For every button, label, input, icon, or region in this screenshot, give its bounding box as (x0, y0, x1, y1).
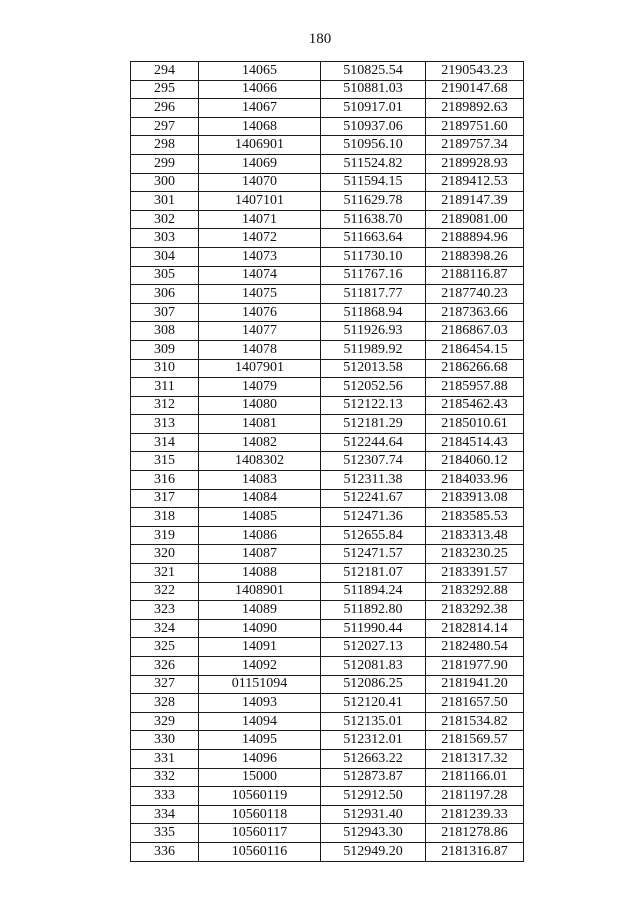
row-number-cell: 304 (131, 247, 199, 266)
row-number-cell: 308 (131, 322, 199, 341)
x-coordinate-cell: 512312.01 (321, 731, 426, 750)
y-coordinate-cell: 2186266.68 (426, 359, 524, 378)
point-id-cell: 14091 (199, 638, 321, 657)
row-number-cell: 312 (131, 396, 199, 415)
x-coordinate-cell: 511594.15 (321, 173, 426, 192)
x-coordinate-cell: 511767.16 (321, 266, 426, 285)
table-row (131, 415, 524, 434)
row-number-cell: 306 (131, 285, 199, 304)
point-id-cell: 14065 (199, 62, 321, 81)
point-id-cell: 10560119 (199, 787, 321, 806)
x-coordinate-cell: 512663.22 (321, 749, 426, 768)
x-coordinate-cell: 511868.94 (321, 303, 426, 322)
x-coordinate-cell: 512873.87 (321, 768, 426, 787)
y-coordinate-cell: 2189928.93 (426, 154, 524, 173)
row-number-cell: 317 (131, 489, 199, 508)
y-coordinate-cell: 2183391.57 (426, 564, 524, 583)
table-row (131, 489, 524, 508)
table-row (131, 471, 524, 490)
point-id-cell: 14092 (199, 657, 321, 676)
x-coordinate-cell: 510917.01 (321, 99, 426, 118)
table-row (131, 842, 524, 861)
table-row (131, 805, 524, 824)
y-coordinate-cell: 2183585.53 (426, 508, 524, 527)
table-row (131, 247, 524, 266)
point-id-cell: 14096 (199, 749, 321, 768)
point-id-cell: 14066 (199, 80, 321, 99)
coordinates-table (130, 61, 524, 862)
table-row (131, 62, 524, 81)
point-id-cell: 14087 (199, 545, 321, 564)
table-row (131, 229, 524, 248)
x-coordinate-cell: 512244.64 (321, 433, 426, 452)
row-number-cell: 310 (131, 359, 199, 378)
y-coordinate-cell: 2181534.82 (426, 712, 524, 731)
y-coordinate-cell: 2190543.23 (426, 62, 524, 81)
row-number-cell: 327 (131, 675, 199, 694)
table-row (131, 564, 524, 583)
x-coordinate-cell: 512912.50 (321, 787, 426, 806)
table-row (131, 787, 524, 806)
table-row (131, 173, 524, 192)
point-id-cell: 14086 (199, 526, 321, 545)
x-coordinate-cell: 512086.25 (321, 675, 426, 694)
y-coordinate-cell: 2184514.43 (426, 433, 524, 452)
x-coordinate-cell: 512181.07 (321, 564, 426, 583)
point-id-cell: 14081 (199, 415, 321, 434)
point-id-cell: 14080 (199, 396, 321, 415)
y-coordinate-cell: 2181316.87 (426, 842, 524, 861)
x-coordinate-cell: 512122.13 (321, 396, 426, 415)
y-coordinate-cell: 2188894.96 (426, 229, 524, 248)
row-number-cell: 322 (131, 582, 199, 601)
point-id-cell: 14083 (199, 471, 321, 490)
point-id-cell: 1406901 (199, 136, 321, 155)
row-number-cell: 324 (131, 619, 199, 638)
x-coordinate-cell: 511926.93 (321, 322, 426, 341)
x-coordinate-cell: 512013.58 (321, 359, 426, 378)
table-row (131, 638, 524, 657)
table-row (131, 99, 524, 118)
y-coordinate-cell: 2181569.57 (426, 731, 524, 750)
y-coordinate-cell: 2183292.88 (426, 582, 524, 601)
row-number-cell: 334 (131, 805, 199, 824)
x-coordinate-cell: 511894.24 (321, 582, 426, 601)
table-row (131, 452, 524, 471)
x-coordinate-cell: 511892.80 (321, 601, 426, 620)
point-id-cell: 14076 (199, 303, 321, 322)
point-id-cell: 14093 (199, 694, 321, 713)
y-coordinate-cell: 2188398.26 (426, 247, 524, 266)
x-coordinate-cell: 511730.10 (321, 247, 426, 266)
y-coordinate-cell: 2189147.39 (426, 192, 524, 211)
row-number-cell: 328 (131, 694, 199, 713)
y-coordinate-cell: 2181278.86 (426, 824, 524, 843)
row-number-cell: 298 (131, 136, 199, 155)
point-id-cell: 14071 (199, 210, 321, 229)
table-row (131, 80, 524, 99)
x-coordinate-cell: 512311.38 (321, 471, 426, 490)
x-coordinate-cell: 512052.56 (321, 378, 426, 397)
y-coordinate-cell: 2181166.01 (426, 768, 524, 787)
row-number-cell: 315 (131, 452, 199, 471)
row-number-cell: 316 (131, 471, 199, 490)
table-row (131, 340, 524, 359)
y-coordinate-cell: 2187363.66 (426, 303, 524, 322)
table-row (131, 768, 524, 787)
row-number-cell: 305 (131, 266, 199, 285)
y-coordinate-cell: 2183230.25 (426, 545, 524, 564)
row-number-cell: 296 (131, 99, 199, 118)
y-coordinate-cell: 2188116.87 (426, 266, 524, 285)
y-coordinate-cell: 2182814.14 (426, 619, 524, 638)
table-row (131, 657, 524, 676)
y-coordinate-cell: 2181317.32 (426, 749, 524, 768)
x-coordinate-cell: 512943.30 (321, 824, 426, 843)
point-id-cell: 14094 (199, 712, 321, 731)
page-number: 180 (308, 31, 332, 47)
table-row (131, 508, 524, 527)
table-row (131, 210, 524, 229)
table-row (131, 285, 524, 304)
row-number-cell: 331 (131, 749, 199, 768)
row-number-cell: 294 (131, 62, 199, 81)
table-row (131, 322, 524, 341)
point-id-cell: 14088 (199, 564, 321, 583)
row-number-cell: 320 (131, 545, 199, 564)
point-id-cell: 14073 (199, 247, 321, 266)
row-number-cell: 321 (131, 564, 199, 583)
table-row (131, 526, 524, 545)
row-number-cell: 332 (131, 768, 199, 787)
point-id-cell: 14075 (199, 285, 321, 304)
y-coordinate-cell: 2181977.90 (426, 657, 524, 676)
table-row (131, 731, 524, 750)
point-id-cell: 10560116 (199, 842, 321, 861)
row-number-cell: 295 (131, 80, 199, 99)
table-row (131, 266, 524, 285)
y-coordinate-cell: 2182480.54 (426, 638, 524, 657)
y-coordinate-cell: 2181197.28 (426, 787, 524, 806)
point-id-cell: 1407901 (199, 359, 321, 378)
x-coordinate-cell: 512949.20 (321, 842, 426, 861)
table-row (131, 433, 524, 452)
y-coordinate-cell: 2181657.50 (426, 694, 524, 713)
point-id-cell: 14082 (199, 433, 321, 452)
row-number-cell: 323 (131, 601, 199, 620)
table-row (131, 545, 524, 564)
row-number-cell: 309 (131, 340, 199, 359)
point-id-cell: 14069 (199, 154, 321, 173)
point-id-cell: 14089 (199, 601, 321, 620)
row-number-cell: 325 (131, 638, 199, 657)
x-coordinate-cell: 511989.92 (321, 340, 426, 359)
row-number-cell: 333 (131, 787, 199, 806)
point-id-cell: 14074 (199, 266, 321, 285)
table-row (131, 136, 524, 155)
y-coordinate-cell: 2189081.00 (426, 210, 524, 229)
row-number-cell: 301 (131, 192, 199, 211)
row-number-cell: 330 (131, 731, 199, 750)
y-coordinate-cell: 2181239.33 (426, 805, 524, 824)
y-coordinate-cell: 2184033.96 (426, 471, 524, 490)
row-number-cell: 336 (131, 842, 199, 861)
y-coordinate-cell: 2186867.03 (426, 322, 524, 341)
row-number-cell: 319 (131, 526, 199, 545)
x-coordinate-cell: 512027.13 (321, 638, 426, 657)
x-coordinate-cell: 511663.64 (321, 229, 426, 248)
y-coordinate-cell: 2184060.12 (426, 452, 524, 471)
point-id-cell: 14068 (199, 117, 321, 136)
table-row (131, 824, 524, 843)
x-coordinate-cell: 512307.74 (321, 452, 426, 471)
y-coordinate-cell: 2185957.88 (426, 378, 524, 397)
point-id-cell: 14070 (199, 173, 321, 192)
x-coordinate-cell: 512471.57 (321, 545, 426, 564)
y-coordinate-cell: 2189412.53 (426, 173, 524, 192)
point-id-cell: 14072 (199, 229, 321, 248)
table-row (131, 712, 524, 731)
point-id-cell: 14079 (199, 378, 321, 397)
y-coordinate-cell: 2181941.20 (426, 675, 524, 694)
row-number-cell: 318 (131, 508, 199, 527)
row-number-cell: 335 (131, 824, 199, 843)
x-coordinate-cell: 511817.77 (321, 285, 426, 304)
row-number-cell: 314 (131, 433, 199, 452)
point-id-cell: 14085 (199, 508, 321, 527)
point-id-cell: 01151094 (199, 675, 321, 694)
x-coordinate-cell: 512181.29 (321, 415, 426, 434)
point-id-cell: 1407101 (199, 192, 321, 211)
y-coordinate-cell: 2185010.61 (426, 415, 524, 434)
row-number-cell: 297 (131, 117, 199, 136)
table-row (131, 117, 524, 136)
row-number-cell: 299 (131, 154, 199, 173)
x-coordinate-cell: 512081.83 (321, 657, 426, 676)
y-coordinate-cell: 2186454.15 (426, 340, 524, 359)
table-row (131, 601, 524, 620)
y-coordinate-cell: 2185462.43 (426, 396, 524, 415)
table-row (131, 749, 524, 768)
table-row (131, 694, 524, 713)
table-row (131, 675, 524, 694)
point-id-cell: 14077 (199, 322, 321, 341)
row-number-cell: 307 (131, 303, 199, 322)
table-row (131, 582, 524, 601)
coordinates-table-body (131, 62, 524, 862)
x-coordinate-cell: 510881.03 (321, 80, 426, 99)
point-id-cell: 14095 (199, 731, 321, 750)
x-coordinate-cell: 511990.44 (321, 619, 426, 638)
row-number-cell: 311 (131, 378, 199, 397)
x-coordinate-cell: 511629.78 (321, 192, 426, 211)
x-coordinate-cell: 512471.36 (321, 508, 426, 527)
row-number-cell: 302 (131, 210, 199, 229)
point-id-cell: 10560117 (199, 824, 321, 843)
y-coordinate-cell: 2183313.48 (426, 526, 524, 545)
y-coordinate-cell: 2183913.08 (426, 489, 524, 508)
row-number-cell: 303 (131, 229, 199, 248)
point-id-cell: 1408901 (199, 582, 321, 601)
point-id-cell: 14067 (199, 99, 321, 118)
x-coordinate-cell: 511524.82 (321, 154, 426, 173)
x-coordinate-cell: 510937.06 (321, 117, 426, 136)
row-number-cell: 326 (131, 657, 199, 676)
x-coordinate-cell: 511638.70 (321, 210, 426, 229)
table-row (131, 396, 524, 415)
y-coordinate-cell: 2189757.34 (426, 136, 524, 155)
y-coordinate-cell: 2187740.23 (426, 285, 524, 304)
x-coordinate-cell: 512931.40 (321, 805, 426, 824)
x-coordinate-cell: 512135.01 (321, 712, 426, 731)
point-id-cell: 1408302 (199, 452, 321, 471)
table-row (131, 378, 524, 397)
row-number-cell: 329 (131, 712, 199, 731)
x-coordinate-cell: 510956.10 (321, 136, 426, 155)
y-coordinate-cell: 2190147.68 (426, 80, 524, 99)
y-coordinate-cell: 2189751.60 (426, 117, 524, 136)
x-coordinate-cell: 512120.41 (321, 694, 426, 713)
point-id-cell: 14084 (199, 489, 321, 508)
point-id-cell: 14090 (199, 619, 321, 638)
table-row (131, 154, 524, 173)
table-row (131, 619, 524, 638)
table-row (131, 359, 524, 378)
row-number-cell: 300 (131, 173, 199, 192)
row-number-cell: 313 (131, 415, 199, 434)
y-coordinate-cell: 2189892.63 (426, 99, 524, 118)
x-coordinate-cell: 510825.54 (321, 62, 426, 81)
table-row (131, 303, 524, 322)
x-coordinate-cell: 512241.67 (321, 489, 426, 508)
table-row (131, 192, 524, 211)
point-id-cell: 10560118 (199, 805, 321, 824)
y-coordinate-cell: 2183292.38 (426, 601, 524, 620)
point-id-cell: 15000 (199, 768, 321, 787)
x-coordinate-cell: 512655.84 (321, 526, 426, 545)
point-id-cell: 14078 (199, 340, 321, 359)
